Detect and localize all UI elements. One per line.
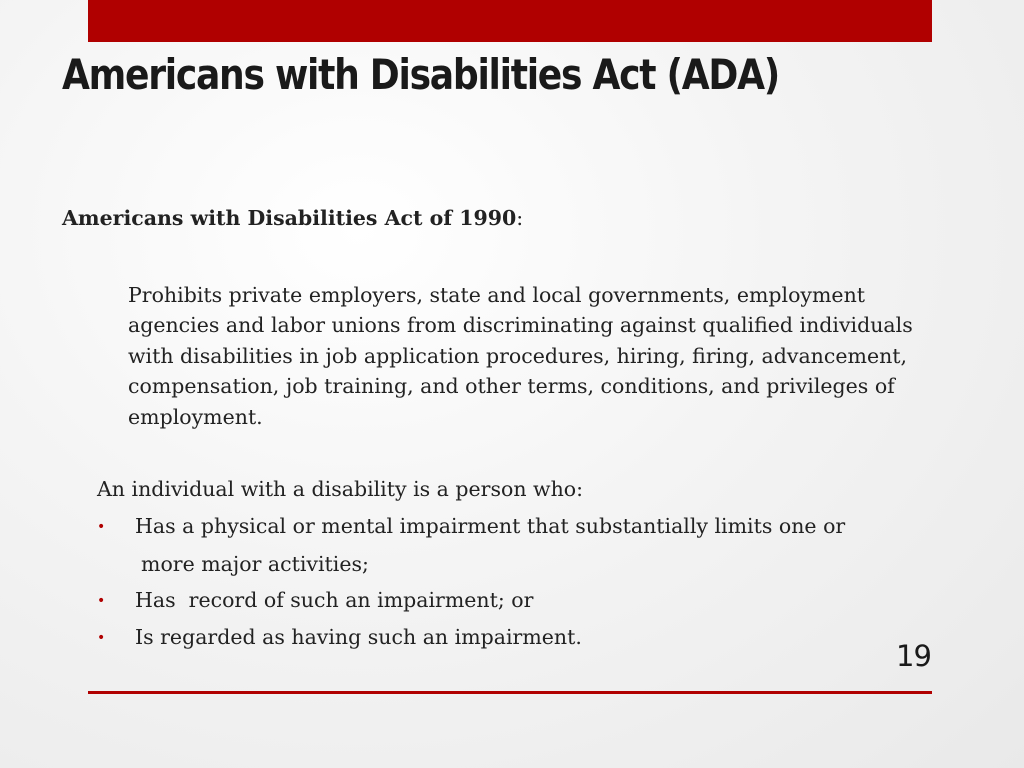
page-number: 19 (896, 639, 931, 673)
bullet-icon: • (97, 519, 106, 535)
bullet-icon: • (97, 630, 106, 646)
list-item-text: Has a physical or mental impairment that substantially limits one or (135, 514, 846, 538)
list-item-continuation: more major activities; (141, 552, 369, 576)
disability-definition-intro: An individual with a disability is a person who: (97, 477, 584, 501)
top-accent-bar (88, 0, 932, 42)
list-item (97, 588, 845, 625)
act-description-paragraph: Prohibits private employers, state and local governments, employment agencies and labor unions from discriminating against qualified individuals with disabilities in job application procedures, hiring, firing, advancement, compensation, job training, and other terms, conditions, and privileges of employment. (128, 283, 913, 429)
list-item (97, 625, 845, 662)
list-item-text: Has record of such an impairment; or (135, 588, 534, 612)
act-subheading-text: Americans with Disabilities Act of 1990 (62, 206, 517, 230)
slide-title: Americans with Disabilities Act (ADA) (62, 50, 779, 99)
bullet-icon: • (97, 593, 106, 609)
act-subheading (62, 206, 523, 230)
disability-criteria-list (97, 514, 845, 662)
act-subheading-colon: : (516, 206, 524, 230)
bottom-accent-rule (88, 691, 932, 694)
list-item-text: Is regarded as having such an impairment. (135, 625, 582, 649)
list-item (97, 514, 845, 588)
